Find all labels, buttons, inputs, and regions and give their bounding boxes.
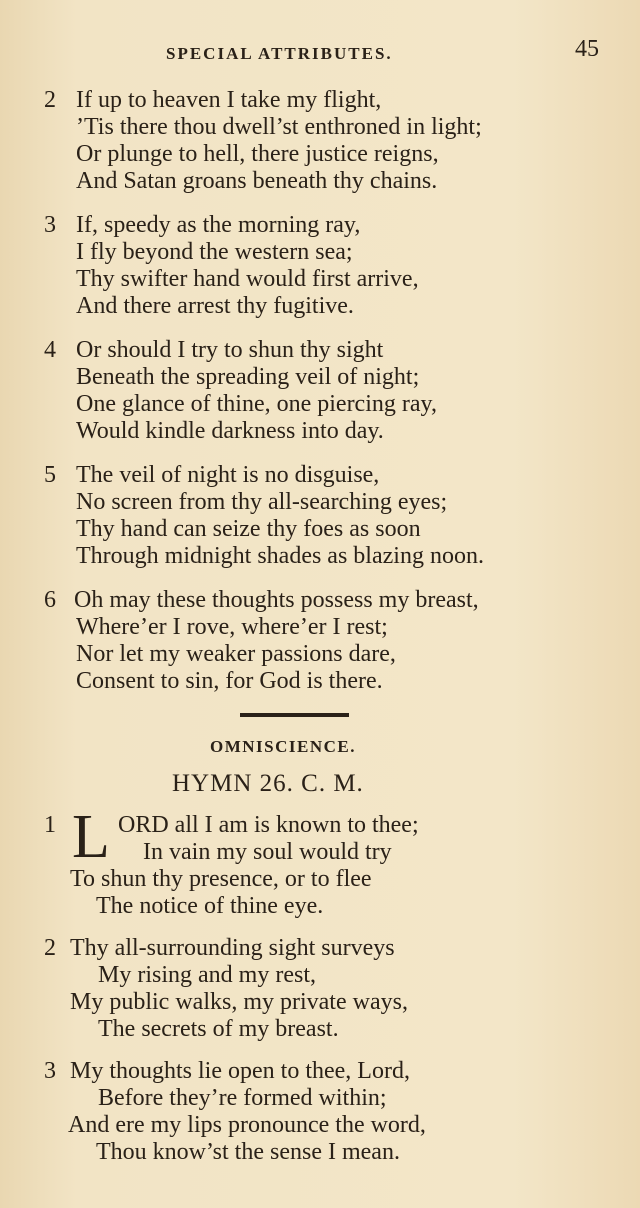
verse-line: Thy hand can seize thy foes as soon: [76, 516, 421, 542]
verse-line: Through midnight shades as blazing noon.: [76, 543, 484, 569]
drop-cap: L: [72, 803, 110, 871]
verse-line: And there arrest thy fugitive.: [76, 293, 354, 319]
verse-line: Or plunge to hell, there justice reigns,: [76, 141, 439, 167]
verse-line: If up to heaven I take my flight,: [76, 87, 382, 113]
verse-line: My public walks, my private ways,: [70, 989, 408, 1015]
running-head: SPECIAL ATTRIBUTES.: [166, 44, 393, 63]
verse-line: My rising and my rest,: [98, 962, 316, 988]
verse-line: Beneath the spreading veil of night;: [76, 364, 420, 390]
verse-line: Where’er I rove, where’er I rest;: [76, 614, 388, 640]
page-header: [0, 36, 640, 66]
verse-line: To shun thy presence, or to flee: [70, 866, 372, 892]
verse-line: Thou know’st the sense I mean.: [96, 1139, 400, 1165]
verse-line: Thy all-surrounding sight surveys: [70, 935, 395, 961]
verse-line: Consent to sin, for God is there.: [76, 668, 383, 694]
verse-line: And Satan groans beneath thy chains.: [76, 168, 438, 194]
stanza-number: 3: [44, 212, 56, 238]
stanza-number: 5: [44, 462, 56, 488]
stanza-number: 1: [44, 812, 56, 838]
verse-line: Or should I try to shun thy sight: [76, 337, 384, 363]
verse-line: Oh may these thoughts possess my breast,: [74, 587, 479, 613]
stanza-number: 4: [44, 337, 56, 363]
verse-line: Before they’re formed within;: [98, 1085, 387, 1111]
stanza-number: 2: [44, 87, 56, 113]
verse-line: The veil of night is no disguise,: [76, 462, 380, 488]
verse-line: In vain my soul would try: [143, 839, 392, 865]
hymn-title: HYMN 26. C. M.: [172, 770, 364, 797]
verse-line: No screen from thy all-searching eyes;: [76, 489, 448, 515]
verse-line: Would kindle darkness into day.: [76, 418, 384, 444]
verse-line: ’Tis there thou dwell’st enthroned in light;: [76, 114, 482, 140]
verse-line: The notice of thine eye.: [96, 893, 324, 919]
verse-line: Thy swifter hand would first arrive,: [76, 266, 419, 292]
stanza-number: 6: [44, 587, 56, 613]
verse-line: I fly beyond the western sea;: [76, 239, 353, 265]
verse-line: And ere my lips pronounce the word,: [68, 1112, 426, 1138]
stanza-number: 2: [44, 935, 56, 961]
verse-line: If, speedy as the morning ray,: [76, 212, 361, 238]
verse-line: Nor let my weaker passions dare,: [76, 641, 396, 667]
section-divider: [240, 713, 349, 717]
stanza-number: 3: [44, 1058, 56, 1084]
section-title: OMNISCIENCE.: [210, 737, 356, 756]
verse-line: ORD all I am is known to thee;: [118, 812, 419, 838]
verse-line: One glance of thine, one piercing ray,: [76, 391, 437, 417]
verse-line: My thoughts lie open to thee, Lord,: [70, 1058, 410, 1084]
verse-line: The secrets of my breast.: [98, 1016, 339, 1042]
page-number: 45: [575, 36, 599, 62]
